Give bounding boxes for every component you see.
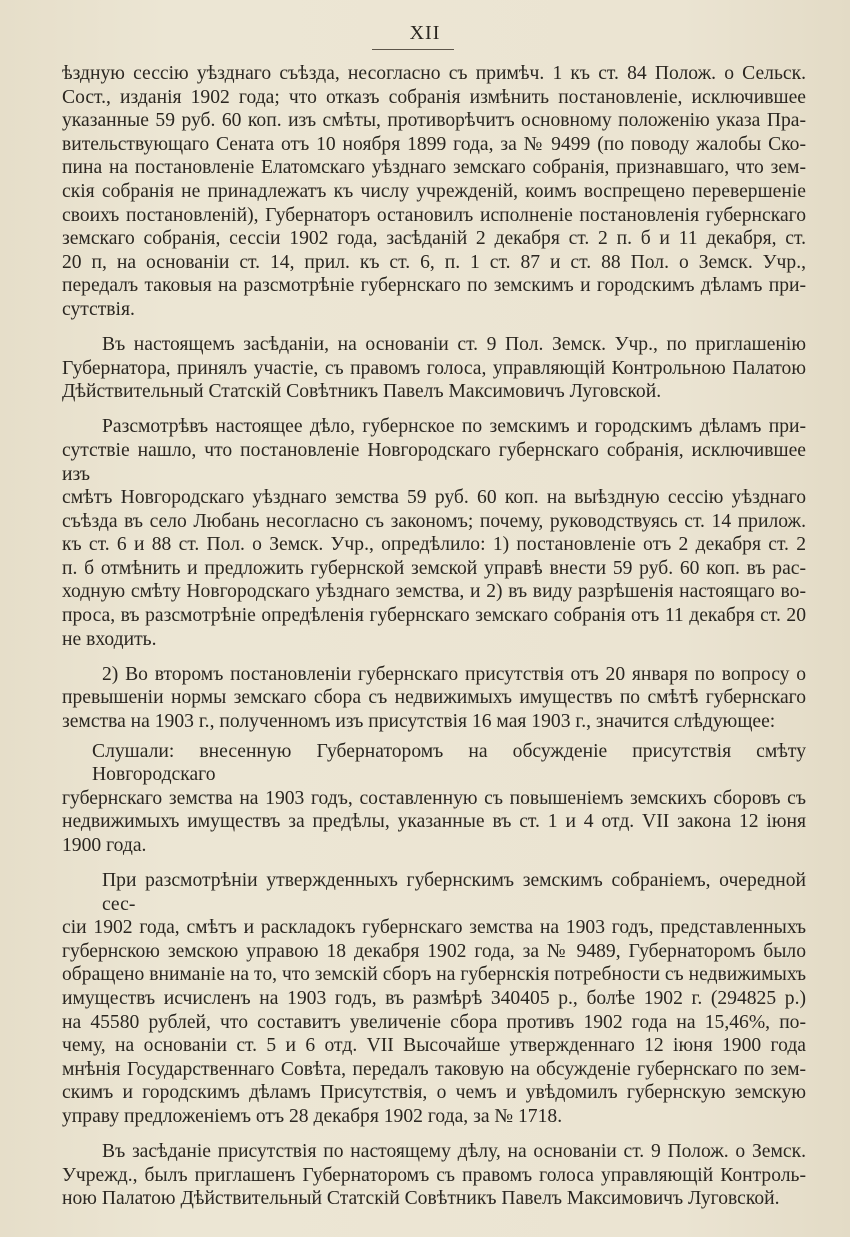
text-line: не входить. — [62, 628, 157, 650]
text-line: съѣзда въ село Любань несогласно съ закономъ; почему, руководствуясь ст. 14 прилож. — [62, 510, 806, 532]
text-line: превышеніи нормы земскаго сбора съ недвижимыхъ имуществъ по смѣтѣ губернскаго — [62, 687, 806, 709]
text-line: губернскаго земства на 1903 годъ, составленную съ повышеніемъ земскихъ сборовъ съ — [62, 787, 806, 809]
text-line: сутствія. — [62, 298, 135, 320]
text-line: къ ст. 6 и 88 ст. Пол. о Земск. Учр., опредѣлило: 1) постановленіе отъ 2 декабря ст. 2 — [62, 534, 806, 556]
text-line: проса, въ разсмотрѣніе опредѣленія губернскаго земскаго собранія отъ 11 декабря ст. 20 — [62, 605, 806, 627]
text-line: сіи 1902 года, смѣтъ и раскладокъ губернскаго земства на 1903 годъ, представленныхъ — [62, 917, 806, 939]
text-line: управу предложеніемъ отъ 28 декабря 1902 года, за № 1718. — [62, 1105, 563, 1127]
page-header — [0, 22, 850, 47]
text-line: своихъ постановленій), Губернаторъ остановилъ исполненіе постановленія губернскаго — [62, 204, 806, 226]
text-line: 20 п, на основаніи ст. 14, прил. къ ст. 6, п. 1 ст. 87 и ст. 88 Пол. о Земск. Учр., — [62, 251, 806, 273]
text-line: обращено вниманіе на то, что земскій сборъ на губернскія потребности съ недвижимыхъ — [62, 964, 806, 986]
text-line: губернскою земскою управою 18 декабря 1902 года, за № 9489, Губернаторомъ было — [62, 940, 806, 962]
page-body — [62, 62, 806, 1222]
text-line: ѣздную сессію уѣзднаго съѣзда, несогласно съ примѣч. 1 къ ст. 84 Полож. о Сельск. — [62, 63, 806, 84]
text-line: ходную смѣту Новгородскаго уѣзднаго земства, и 2) въ виду разрѣшенія настоящаго во- — [62, 581, 806, 603]
text-line: указанные 59 руб. 60 коп. изъ смѣты, противорѣчитъ основному положенію указа Пра- — [62, 110, 806, 132]
text-line: 2) Во второмъ постановленіи губернскаго присутствія отъ 20 января по вопросу о — [102, 663, 806, 685]
paragraph-4 — [62, 663, 806, 734]
text-line: смѣтъ Новгородскаго уѣзднаго земства 59 руб. 60 коп. на выѣздную сессію уѣзднаго — [62, 487, 806, 509]
text-line: земства на 1903 г., полученномъ изъ присутствія 16 мая 1903 г., значится слѣдующее: — [62, 710, 776, 732]
paragraph-3 — [62, 415, 806, 651]
text-line: скія собранія не принадлежатъ къ числу учрежденій, коимъ воспрещено перевершеніе — [62, 180, 806, 202]
text-line: чему, на основаніи ст. 5 и 6 отд. VII Высочайше утвержденнаго 12 іюня 1900 года — [62, 1035, 806, 1057]
text-line: Разсмотрѣвъ настоящее дѣло, губернское по земскимъ и городскимъ дѣламъ при- — [102, 416, 806, 438]
text-line: мнѣнія Государственнаго Совѣта, передалъ таковую на обсужденіе губернскаго по зем- — [62, 1058, 806, 1080]
header-rule — [372, 49, 454, 50]
text-line: Въ настоящемъ засѣданіи, на основаніи ст. 9 Пол. Земск. Учр., по приглашенію — [102, 334, 806, 356]
text-line: 1900 года. — [62, 834, 147, 856]
paragraph-1 — [62, 62, 806, 322]
text-line: Въ засѣданіе присутствія по настоящему дѣлу, на основаніи ст. 9 Полож. о Земск. — [102, 1141, 806, 1163]
text-line: Учрежд., былъ приглашенъ Губернаторомъ съ правомъ голоса управляющій Контроль- — [62, 1164, 806, 1186]
text-line: Слушали: внесенную Губернаторомъ на обсужденіе присутствія смѣту Новгородскаго — [92, 740, 806, 786]
text-line: на 45580 рублей, что составитъ увеличеніе сбора противъ 1902 года на 15,46%, по- — [62, 1011, 806, 1033]
text-line: пина на постановленіе Елатомскаго уѣзднаго земскаго собранія, признавшаго, что зем- — [62, 157, 806, 179]
text-line: скимъ и городскимъ дѣламъ Присутствія, о чемъ и увѣдомилъ губернскую земскую — [62, 1082, 806, 1104]
text-line: Дѣйствительный Статскій Совѣтникъ Павелъ Максимовичъ Луговской. — [62, 381, 662, 403]
paragraph-7 — [62, 1140, 806, 1211]
text-line: Губернатора, принялъ участіе, съ правомъ голоса, управляющій Контрольною Палатою — [62, 357, 806, 379]
page-number: XII — [409, 22, 441, 44]
paragraph-6 — [62, 869, 806, 1129]
text-line: имуществъ исчисленъ на 1903 годъ, въ размѣрѣ 340405 р., болѣе 1902 г. (294825 р.) — [62, 987, 806, 1009]
text-line: передалъ таковыя на разсмотрѣніе губернскаго по земскимъ и городскимъ дѣламъ при- — [62, 275, 806, 297]
text-line: вительствующаго Сената отъ 10 ноября 1899 года, за № 9499 (по поводу жалобы Ско- — [62, 133, 806, 155]
text-line: п. б отмѣнить и предложить губернской земской управѣ внести 59 руб. 60 коп. въ рас- — [62, 557, 806, 579]
paragraph-2 — [62, 333, 806, 404]
text-line: земскаго собранія, сессіи 1902 года, засѣданій 2 декабря ст. 2 п. б и 11 декабря, ст. — [62, 228, 806, 250]
paragraph-5 — [62, 740, 806, 858]
text-line: При разсмотрѣніи утвержденныхъ губернскимъ земскимъ собраніемъ, очередной сес- — [102, 870, 806, 915]
text-line: ною Палатою Дѣйствительный Статскій Совѣтникъ Павелъ Максимовичъ Луговской. — [62, 1188, 780, 1210]
text-line: сутствіе нашло, что постановленіе Новгородскаго губернскаго собранія, исключившее изъ — [62, 439, 806, 485]
text-line: Сост., изданія 1902 года; что отказъ собранія измѣнить постановленіе, исключившее — [62, 86, 806, 108]
text-line: недвижимыхъ имуществъ за предѣлы, указанные въ ст. 1 и 4 отд. VII закона 12 іюня — [62, 811, 806, 833]
